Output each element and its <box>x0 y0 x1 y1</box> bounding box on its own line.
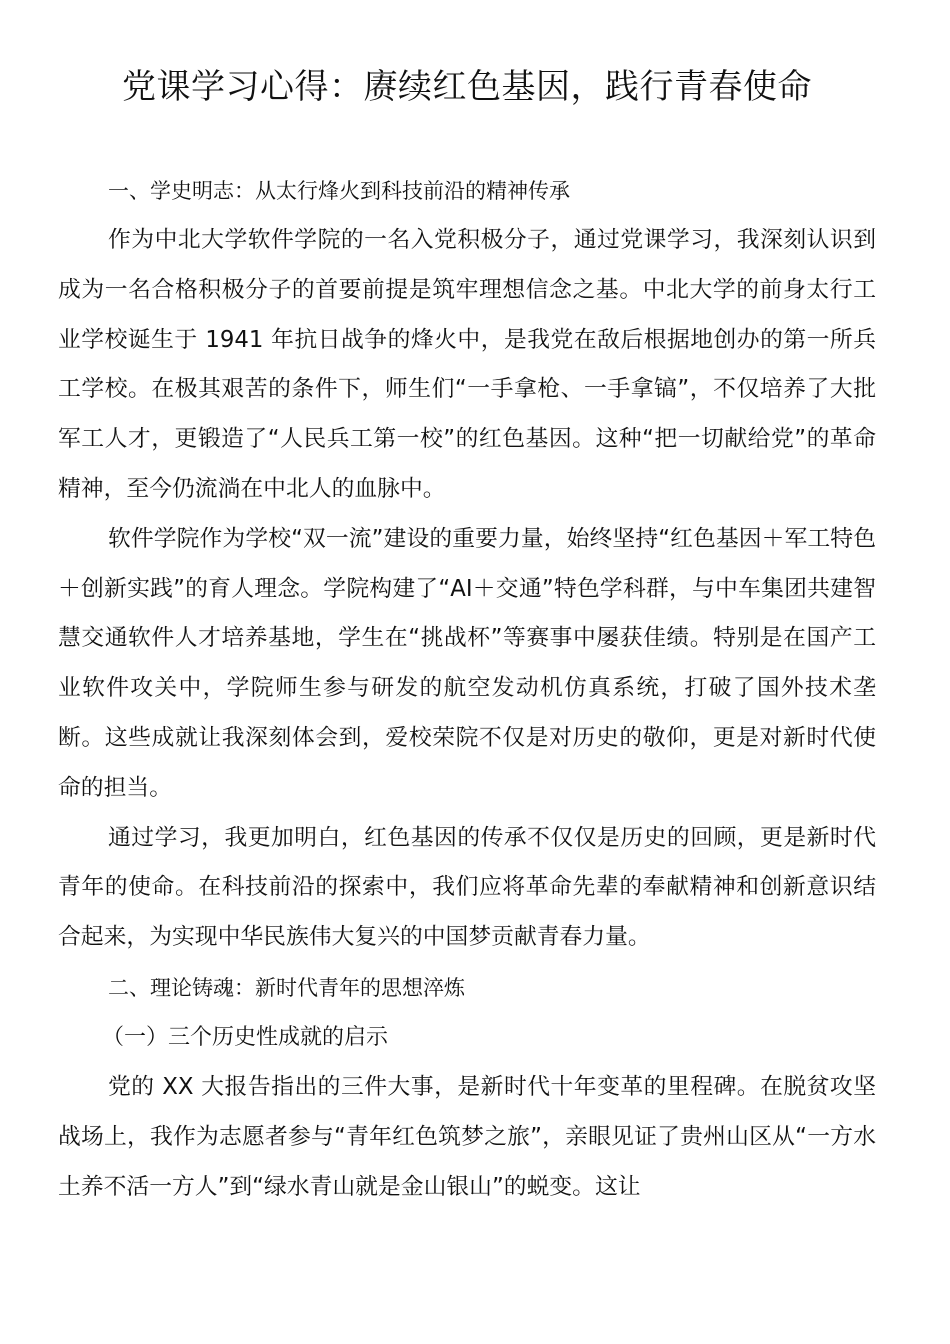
section-1-paragraph-1: 作为中北大学软件学院的一名入党积极分子，通过党课学习，我深刻认识到成为一名合格积极分子的首要前提是筑牢理想信念之基。中北大学的前身太行工业学校诞生于 1941 年抗日战争的烽火中，是我党在敌后根据地创办的第一所兵工学校。在极其艰苦的条件下，师生们“一手拿枪、一手拿镐”，不仅培养了大批军工人才，更锻造了“人民兵工第一校”的红色基因。这种“把一切献给党”的革命精神，至今仍流淌在中北人的血脉中。 <box>58 227 876 502</box>
section-2-paragraph-1: 党的 XX 大报告指出的三件大事，是新时代十年变革的里程碑。在脱贫攻坚战场上，我作为志愿者参与“青年红色筑梦之旅”，亲眼见证了贵州山区从“一方水土养不活一方人”到“绿水青山就是金山银山”的蜕变。这让 <box>58 1073 876 1200</box>
section-1-paragraph-2: 软件学院作为学校“双一流”建设的重要力量，始终坚持“红色基因＋军工特色＋创新实践”的育人理念。学院构建了“AI＋交通”特色学科群，与中车集团共建智慧交通软件人才培养基地，学生在“挑战杯”等赛事中屡获佳绩。特别是在国产工业软件攻关中，学院师生参与研发的航空发动机仿真系统，打破了国外技术垄断。这些成就让我深刻体会到，爱校荣院不仅是对历史的敬仰，更是对新时代使命的担当。 <box>58 525 876 801</box>
section-2-subheading: （一）三个历史性成就的启示 <box>102 1024 389 1050</box>
section-1-heading: 一、学史明志：从太行烽火到科技前沿的精神传承 <box>108 179 570 203</box>
document-title: 党课学习心得：赓续红色基因，践行青春使命 <box>122 67 812 107</box>
section-1-paragraph-3: 通过学习，我更加明白，红色基因的传承不仅仅是历史的回顾，更是新时代青年的使命。在科技前沿的探索中，我们应将革命先辈的奉献精神和创新意识结合起来，为实现中华民族伟大复兴的中国梦贡献青春力量。 <box>58 824 876 951</box>
section-1 <box>58 166 876 963</box>
section-2-heading: 二、理论铸魂：新时代青年的思想淬炼 <box>108 975 465 1000</box>
section-2 <box>58 963 876 1212</box>
